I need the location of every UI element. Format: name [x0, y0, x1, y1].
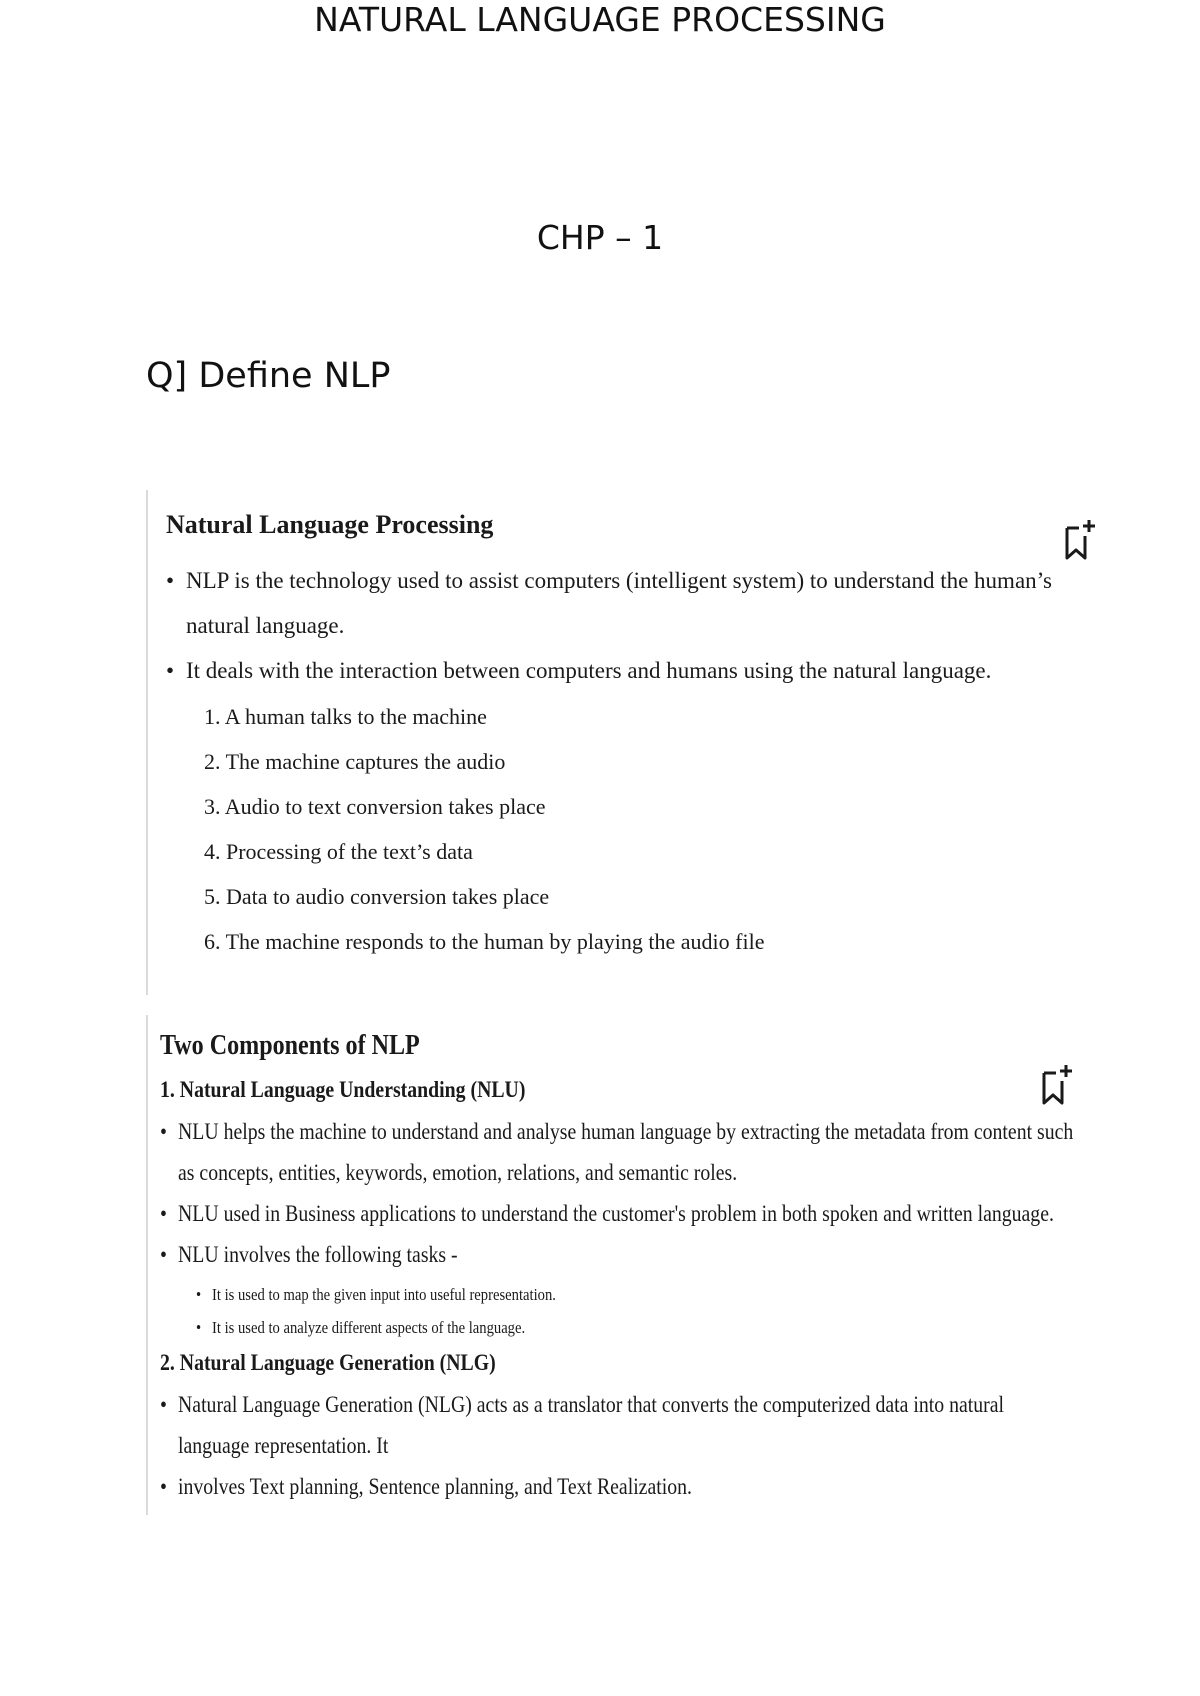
bullet-text: NLP is the technology used to assist computers (intelligent system) to understand the human’s — [186, 568, 1052, 593]
bullet-dot: • — [160, 1474, 167, 1499]
bullet-text: It deals with the interaction between computers and humans using the natural language. — [186, 658, 992, 683]
task-item: It is used to analyze different aspects of the language. — [212, 1318, 526, 1337]
nlp-components-card — [146, 1015, 1128, 1515]
bullet-text: involves Text planning, Sentence planning, and Text Realization. — [178, 1474, 692, 1499]
card-title: Two Components of NLP — [160, 1030, 420, 1061]
bookmark-add-icon[interactable] — [1063, 518, 1099, 562]
card-title: Natural Language Processing — [166, 510, 494, 539]
bullet-dot: • — [160, 1242, 167, 1267]
process-step: 4. Processing of the text’s data — [204, 839, 473, 864]
bullet-text-continued: as concepts, entities, keywords, emotion, relations, and semantic roles. — [178, 1160, 738, 1185]
bullet-dot: • — [160, 1119, 167, 1144]
bullet-text-continued: natural language. — [186, 613, 345, 638]
bullet-text: NLU helps the machine to understand and analyse human language by extracting the metadata from content such — [178, 1119, 1074, 1144]
document-title: NATURAL LANGUAGE PROCESSING — [314, 0, 886, 39]
bullet-dot-small: • — [196, 1318, 202, 1337]
nlp-definition-card — [146, 490, 1128, 995]
bullet-dot: • — [160, 1201, 167, 1226]
bullet-text-continued: language representation. It — [178, 1433, 389, 1458]
chapter-label: CHP – 1 — [536, 218, 664, 257]
bullet-text: Natural Language Generation (NLG) acts as a translator that converts the computerized data into natural — [178, 1392, 1005, 1417]
process-step: 5. Data to audio conversion takes place — [204, 884, 550, 909]
process-step: 1. A human talks to the machine — [204, 704, 487, 729]
bullet-dot: • — [166, 568, 175, 593]
bullet-text: NLU involves the following tasks - — [178, 1242, 458, 1267]
process-step: 2. The machine captures the audio — [204, 749, 506, 774]
bullet-dot: • — [160, 1392, 167, 1417]
question-heading: Q] Define NLP — [146, 356, 391, 396]
process-step: 6. The machine responds to the human by playing the audio file — [204, 929, 765, 954]
nlu-heading: 1. Natural Language Understanding (NLU) — [160, 1077, 526, 1102]
nlg-heading: 2. Natural Language Generation (NLG) — [160, 1350, 496, 1375]
task-item: It is used to map the given input into useful representation. — [212, 1285, 556, 1304]
bullet-text: NLU used in Business applications to understand the customer's problem in both spoken and written language. — [178, 1201, 1054, 1226]
bullet-dot: • — [166, 658, 175, 683]
bullet-dot-small: • — [196, 1285, 202, 1304]
process-step: 3. Audio to text conversion takes place — [204, 794, 546, 819]
bookmark-add-icon[interactable] — [1040, 1063, 1076, 1107]
